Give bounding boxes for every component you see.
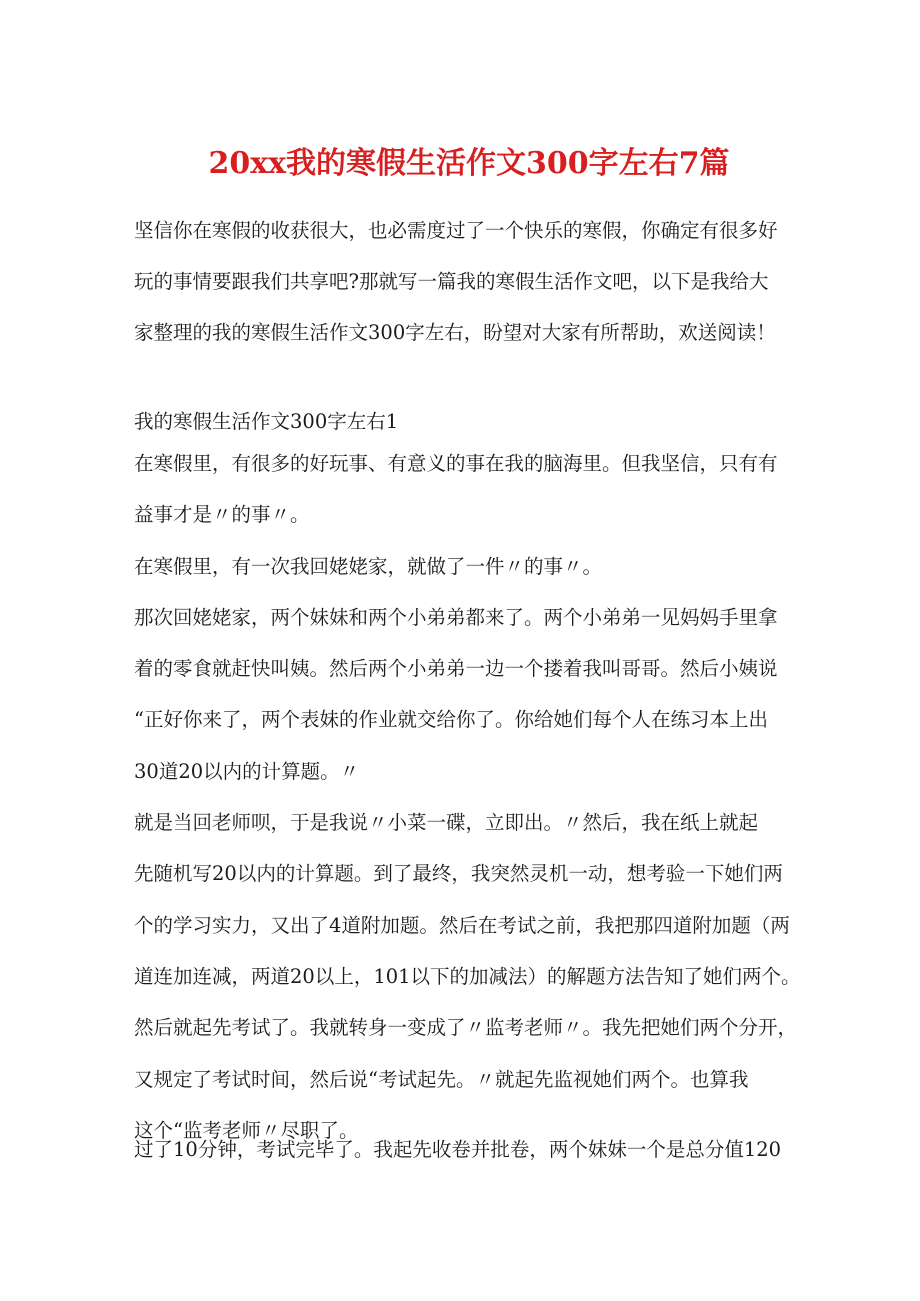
body-line: 这个“监考老师〃尽职了。	[134, 1118, 359, 1142]
body-line: 过了10分钟，考试完毕了。我起先收卷并批卷，两个妹妹一个是总分值120	[134, 1138, 782, 1161]
body-line: 又规定了考试时间，然后说“考试起先。〃就起先监视她们两个。也算我	[134, 1067, 749, 1091]
body-line: 道连加连减，两道20以上，101以下的加减法）的解题方法告知了她们两个。	[134, 964, 801, 988]
intro-line: 家整理的我的寒假生活作文300字左右，盼望对大家有所帮助，欢送阅读！	[134, 321, 776, 344]
body-line: 就是当回老师呗，于是我说〃小菜一碟，立即出。〃然后，我在纸上就起	[134, 811, 759, 835]
essay-body	[134, 438, 804, 1156]
body-line: 那次回姥姥家，两个妹妹和两个小弟弟都来了。两个小弟弟一见妈妈手里拿	[134, 605, 778, 629]
intro-line: 玩的事情要跟我们共享吧?那就写一篇我的寒假生活作文吧，以下是我给大	[134, 270, 769, 293]
body-line: 先随机写20以内的计算题。到了最终，我突然灵机一动，想考验一下她们两	[134, 862, 783, 886]
intro-paragraph	[134, 205, 804, 358]
body-line: 30道20以内的计算题。〃	[134, 759, 360, 783]
body-line: 益事才是〃的事〃。	[134, 503, 310, 527]
essay-body-continued	[134, 1124, 804, 1175]
intro-line: 坚信你在寒假的收获很大，也必需度过了一个快乐的寒假，你确定有很多好	[134, 219, 778, 242]
body-line: “正好你来了，两个表妹的作业就交给你了。你给她们每个人在练习本上出	[134, 708, 768, 732]
body-line: 个的学习实力，又出了4道附加题。然后在考试之前，我把那四道附加题（两	[134, 913, 790, 937]
body-line: 在寒假里，有很多的好玩事、有意义的事在我的脑海里。但我坚信，只有有	[134, 452, 778, 475]
body-line: 然后就起先考试了。我就转身一变成了〃监考老师〃。我先把她们两个分开，	[134, 1016, 798, 1040]
document-title: 20xx我的寒假生活作文300字左右7篇	[208, 146, 730, 181]
essay-heading-text: 我的寒假生活作文300字左右1	[134, 410, 399, 433]
body-line: 着的零食就赶快叫姨。然后两个小弟弟一边一个搂着我叫哥哥。然后小姨说	[134, 657, 778, 681]
body-line: 在寒假里，有一次我回姥姥家，就做了一件〃的事〃。	[134, 554, 603, 578]
